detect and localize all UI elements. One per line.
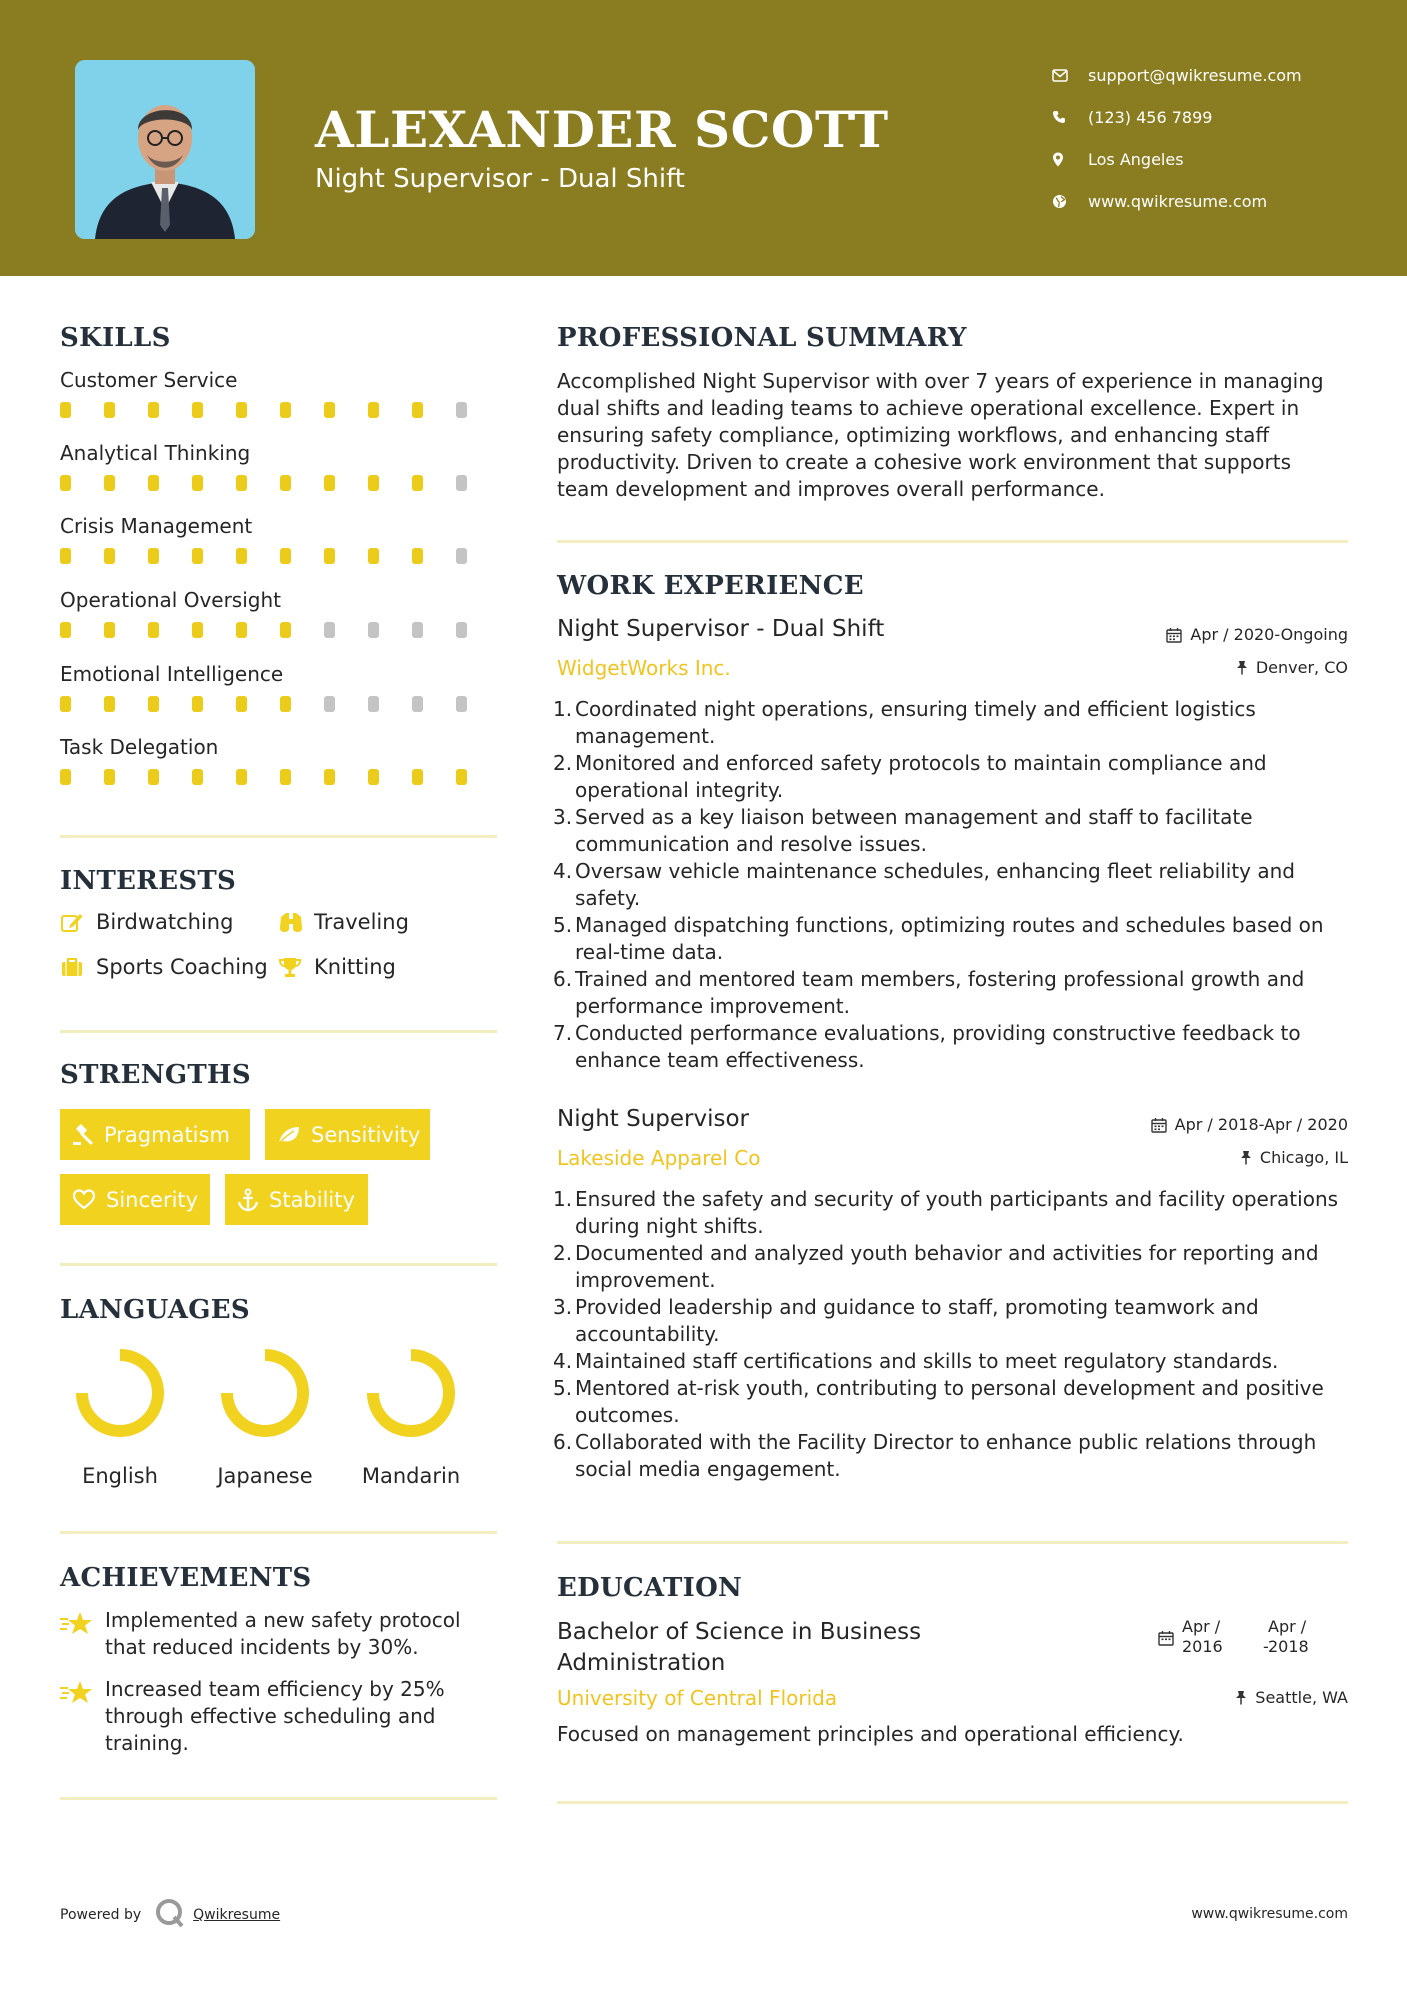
achievement-item: Implemented a new safety protocol that reduced incidents by 30%. [60,1607,500,1661]
summary-heading: PROFESSIONAL SUMMARY [557,323,967,353]
rating-dot-filled [236,769,247,785]
rating-dot-filled [60,696,71,712]
contact-phone[interactable]: (123) 456 7899 [1048,96,1388,138]
contact-website[interactable]: www.qwikresume.com [1048,180,1388,222]
skill-rating [60,402,500,418]
list-number: 1. [553,1187,573,1211]
anchor-icon [237,1188,259,1212]
skill-name: Operational Oversight [60,588,281,612]
interest-item: Sports Coaching [60,955,268,979]
envelope-icon [1048,69,1088,82]
education-start-date: Apr / 2016 [1182,1617,1223,1656]
rating-dot-filled [104,475,115,491]
rating-dot-empty [324,696,335,712]
list-text: Trained and mentored team members, fostering professional growth and performance improvement. [575,967,1305,1018]
job-responsibilities [553,696,1353,1074]
skill-item [60,368,500,418]
rating-dot-filled [148,696,159,712]
section-divider [557,1801,1348,1804]
pushpin-icon [1235,1690,1247,1705]
rating-dot-filled [104,622,115,638]
rating-dot-filled [148,402,159,418]
rating-dot-filled [192,475,203,491]
rating-dot-filled [60,402,71,418]
candidate-name: ALEXANDER SCOTT [315,100,889,159]
calendar-icon [1166,627,1182,643]
skill-name: Crisis Management [60,514,253,538]
list-item [553,966,1353,1020]
skill-rating [60,622,500,638]
leaf-icon [277,1125,301,1145]
rating-dot-filled [324,402,335,418]
list-item [553,1186,1353,1240]
trophy-icon [278,956,314,978]
skill-item [60,514,500,564]
rating-dot-filled [60,548,71,564]
candidate-title: Night Supervisor - Dual Shift [315,164,685,194]
gavel-icon [72,1124,94,1146]
list-number: 1. [553,697,573,721]
rating-dot-filled [60,769,71,785]
proficiency-arc [373,1355,449,1431]
list-item [553,1240,1353,1294]
list-number: 2. [553,1241,573,1265]
job-title: Night Supervisor - Dual Shift [557,616,885,642]
rating-dot-filled [236,475,247,491]
list-item [553,804,1353,858]
contact-location: Los Angeles [1048,138,1388,180]
calendar-icon [1158,1630,1174,1650]
job-location: Chicago, IL [1240,1148,1348,1167]
contact-list [1048,54,1388,222]
rating-dot-filled [192,548,203,564]
pushpin-icon [1240,1150,1252,1165]
rating-dot-filled [412,402,423,418]
experience-heading: WORK EXPERIENCE [557,571,864,601]
footer-branding: Powered by Qwikresume [60,1898,280,1932]
rating-dot-filled [280,475,291,491]
job-responsibilities [553,1186,1353,1483]
list-item [553,1020,1353,1074]
achievements-heading: ACHIEVEMENTS [60,1563,312,1593]
skill-rating [60,696,500,712]
date-separator: - [1263,1637,1269,1656]
skill-rating [60,769,500,785]
rating-dot-filled [280,769,291,785]
degree-title: Bachelor of Science in Business Administration [557,1619,922,1676]
rating-dot-filled [412,769,423,785]
strength-tag: Pragmatism [60,1109,250,1160]
rating-dot-filled [368,475,379,491]
rating-dot-filled [104,548,115,564]
list-text: Coordinated night operations, ensuring timely and efficient logistics management. [575,697,1256,748]
list-item [553,1294,1353,1348]
rating-dot-filled [280,622,291,638]
footer-url[interactable]: www.qwikresume.com [1191,1906,1348,1922]
section-divider [60,1531,497,1534]
briefcase-icon [60,956,96,978]
skill-name: Analytical Thinking [60,441,251,465]
section-divider [60,1030,497,1033]
language-item: Japanese [195,1348,335,1488]
education-heading: EDUCATION [557,1573,743,1603]
list-text: Managed dispatching functions, optimizing routes and schedules based on real-time data. [575,913,1324,964]
rating-dot-filled [192,622,203,638]
proficiency-arc [82,1355,158,1431]
education-description: Focused on management principles and operational efficiency. [557,1722,1184,1746]
rating-dot-filled [148,769,159,785]
list-item [553,912,1353,966]
list-text: Documented and analyzed youth behavior and activities for reporting and improvement. [575,1241,1319,1292]
heart-icon [72,1189,96,1210]
job-dates: Apr / 2018-Apr / 2020 [1151,1115,1348,1134]
star-icon [60,1607,105,1661]
rating-dot-filled [368,548,379,564]
rating-dot-filled [236,622,247,638]
skill-name: Emotional Intelligence [60,662,284,686]
language-proficiency-ring [366,1348,456,1438]
list-text: Oversaw vehicle maintenance schedules, enhancing fleet reliability and safety. [575,859,1295,910]
map-pin-icon [1048,152,1088,167]
rating-dot-filled [104,402,115,418]
list-number: 3. [553,805,573,829]
language-item: Mandarin [341,1348,481,1488]
list-item [553,1429,1353,1483]
interest-item: Knitting [278,955,396,979]
rating-dot-empty [412,622,423,638]
skill-name: Task Delegation [60,735,219,759]
section-divider [60,835,497,838]
skill-rating [60,475,500,491]
list-number: 7. [553,1021,573,1045]
list-text: Mentored at-risk youth, contributing to personal development and positive outcomes. [575,1376,1324,1427]
binoculars-icon [278,911,314,933]
section-divider [557,540,1348,543]
list-number: 5. [553,913,573,937]
list-number: 6. [553,1430,573,1454]
contact-email[interactable]: support@qwikresume.com [1048,54,1388,96]
rating-dot-empty [456,402,467,418]
list-text: Monitored and enforced safety protocols to maintain compliance and operational integrity. [575,751,1267,802]
qwikresume-logo-icon [155,1898,185,1932]
star-icon [60,1676,105,1757]
rating-dot-empty [368,622,379,638]
profile-photo [75,60,255,239]
list-number: 2. [553,751,573,775]
rating-dot-filled [236,548,247,564]
list-text: Conducted performance evaluations, providing constructive feedback to enhance team effectiveness. [575,1021,1301,1072]
list-text: Maintained staff certifications and skills to meet regulatory standards. [575,1349,1279,1373]
rating-dot-filled [280,402,291,418]
education-location: Seattle, WA [1235,1688,1348,1707]
skill-item [60,588,500,638]
skill-rating [60,548,500,564]
summary-text: Accomplished Night Supervisor with over 7 years of experience in managing dual shifts and leading teams to achieve operational excellence. Expert in ensuring safety compliance, optimizing workflows, and enhancing staff productivity. Driven to create a cohesive work environment that supports team development and improves overall performance. [557,369,1324,501]
skill-item [60,441,500,491]
rating-dot-filled [192,696,203,712]
job-location: Denver, CO [1236,658,1348,677]
list-number: 4. [553,1349,573,1373]
rating-dot-filled [148,622,159,638]
rating-dot-empty [324,622,335,638]
strengths-heading: STRENGTHS [60,1060,251,1090]
rating-dot-empty [456,475,467,491]
rating-dot-empty [456,622,467,638]
rating-dot-filled [368,769,379,785]
list-item [553,1375,1353,1429]
rating-dot-filled [192,402,203,418]
skill-item [60,662,500,712]
section-divider [60,1263,497,1266]
section-divider [60,1797,497,1800]
job-dates: Apr / 2020-Ongoing [1166,625,1348,644]
rating-dot-filled [192,769,203,785]
rating-dot-filled [148,475,159,491]
rating-dot-filled [324,769,335,785]
list-text: Served as a key liaison between management and staff to facilitate communication and resolve issues. [575,805,1253,856]
section-divider [557,1541,1348,1544]
list-item [553,750,1353,804]
list-item [553,1348,1353,1375]
interest-item: Birdwatching [60,910,233,934]
language-proficiency-ring [220,1348,310,1438]
language-item: English [50,1348,190,1488]
list-number: 6. [553,967,573,991]
language-proficiency-ring [75,1348,165,1438]
rating-dot-filled [104,696,115,712]
qwikresume-link[interactable]: Qwikresume [193,1907,281,1923]
rating-dot-filled [324,475,335,491]
list-text: Ensured the safety and security of youth participants and facility operations during night shifts. [575,1187,1339,1238]
education-end-date: Apr / 2018 [1268,1617,1309,1656]
list-text: Collaborated with the Facility Director to enhance public relations through social media engagement. [575,1430,1317,1481]
rating-dot-filled [60,475,71,491]
rating-dot-filled [236,696,247,712]
rating-dot-empty [412,696,423,712]
list-number: 3. [553,1295,573,1319]
strength-tag: Stability [225,1174,368,1225]
school-name: University of Central Florida [557,1686,838,1710]
rating-dot-filled [412,475,423,491]
pencil-square-icon [60,911,96,933]
rating-dot-filled [236,402,247,418]
calendar-icon [1151,1117,1167,1133]
rating-dot-filled [280,548,291,564]
rating-dot-filled [412,548,423,564]
strength-tag: Sincerity [60,1174,210,1225]
rating-dot-empty [368,696,379,712]
interests-heading: INTERESTS [60,866,237,896]
interest-item: Traveling [278,910,409,934]
rating-dot-empty [456,548,467,564]
phone-icon [1048,110,1088,124]
skills-heading: SKILLS [60,323,171,353]
rating-dot-empty [456,696,467,712]
list-item [553,858,1353,912]
company-name: WidgetWorks Inc. [557,656,731,680]
rating-dot-filled [280,696,291,712]
languages-heading: LANGUAGES [60,1295,250,1325]
resume-header [0,0,1407,276]
rating-dot-filled [368,402,379,418]
pushpin-icon [1236,660,1248,675]
strength-tag: Sensitivity [265,1109,430,1160]
achievement-item: Increased team efficiency by 25% through effective scheduling and training. [60,1676,500,1757]
rating-dot-filled [324,548,335,564]
skill-name: Customer Service [60,368,238,392]
rating-dot-filled [456,769,467,785]
globe-icon [1048,194,1088,209]
rating-dot-filled [60,622,71,638]
job-title: Night Supervisor [557,1106,749,1132]
list-number: 5. [553,1376,573,1400]
skill-item [60,735,500,785]
rating-dot-filled [104,769,115,785]
proficiency-arc [227,1355,303,1431]
list-text: Provided leadership and guidance to staff, promoting teamwork and accountability. [575,1295,1259,1346]
rating-dot-filled [148,548,159,564]
company-name: Lakeside Apparel Co [557,1146,761,1170]
list-number: 4. [553,859,573,883]
list-item [553,696,1353,750]
